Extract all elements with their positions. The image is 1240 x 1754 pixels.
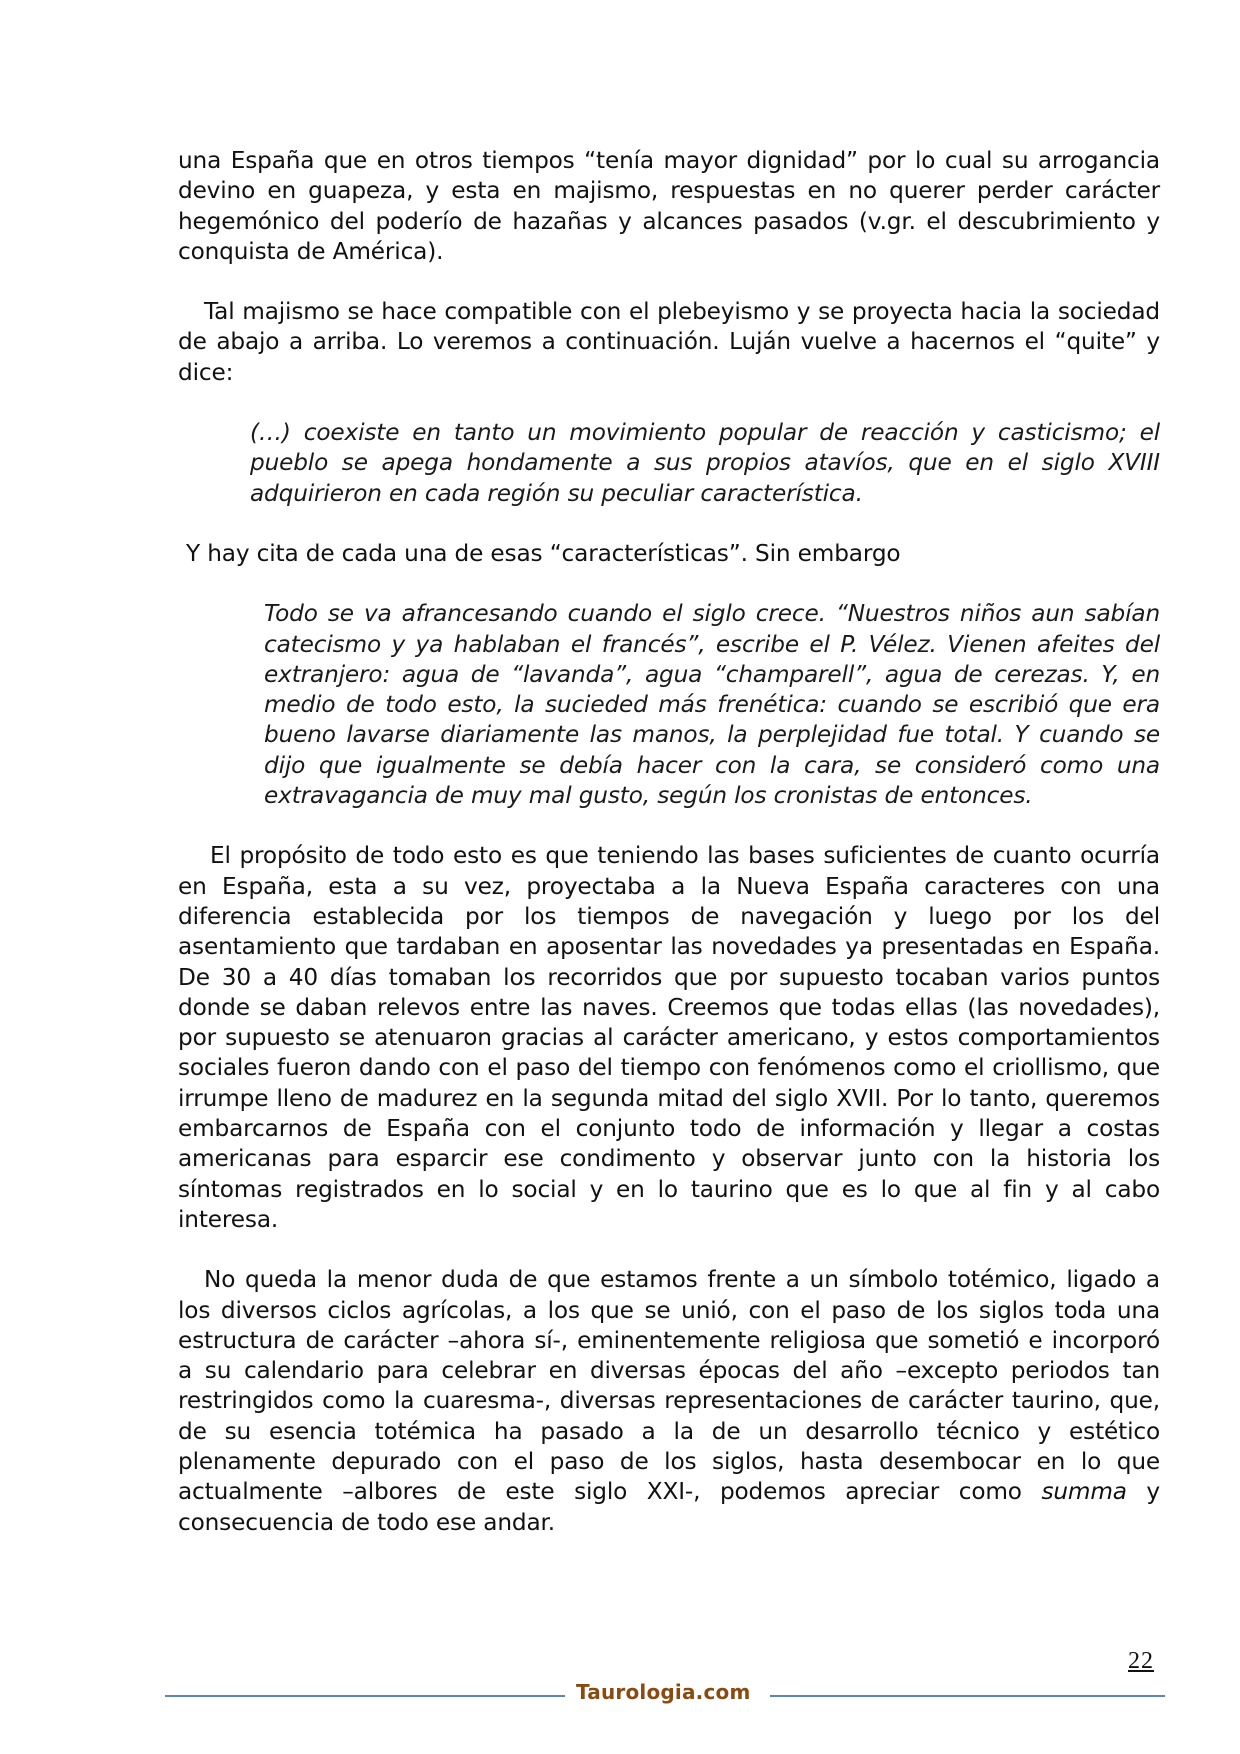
paragraph-text: No queda la menor duda de que estamos frente a un símbolo totémico, ligado a los diversos ciclos agrícolas, a los que se unió, con el paso de los siglos toda una estructura de carácter –ahora sí-, eminentemente religiosa que sometió e incorporó a su calendario para celebrar en diversas épocas del año –excepto periodos tan restringidos como la cuaresma-, diversas representaciones de carácter taurino, que, de su esencia totémica ha pasado a la de un desarrollo técnico y estético plenamente depurado con el paso de los siglos, hasta desembocar en lo que actualmente –albores de este siglo XXI-, podemos apreciar como — [178, 1266, 1160, 1506]
body-paragraph: El propósito de todo esto es que teniendo las bases suficientes de cuanto ocurría en España, esta a su vez, proyectaba a la Nueva España caracteres con una diferencia establecida por los tiempos de navegación y luego por los del asentamiento que tardaban en aposentar las novedades ya presentadas en España. De 30 a 40 días tomaban los recorridos que por supuesto tocaban varios puntos donde se daban relevos entre las naves. Creemos que todas ellas (las novedades), por supuesto se atenuaron gracias al carácter americano, y estos comportamientos sociales fueron dando con el paso del tiempo con fenómenos como el criollismo, que irrumpe lleno de madurez en la segunda mitad del siglo XVII. Por lo tanto, queremos embarcarnos de España con el conjunto todo de información y llegar a costas americanas para esparcir ese condimento y observar junto con la historia los síntomas registrados en lo social y en lo taurino que es lo que al fin y al cabo interesa. — [178, 842, 1160, 1233]
body-paragraph: Y hay cita de cada una de esas “características”. Sin embargo — [186, 539, 901, 567]
paragraph-gap — [178, 267, 1160, 297]
paragraph-text: y consecuencia de todo ese andar. — [178, 1478, 1161, 1536]
footer-rule-right — [770, 1695, 1165, 1697]
block-quote: Todo se va afrancesando cuando el siglo crece. “Nuestros niños aun sabían catecismo y ya hablaban el francés”, escribe el P. Vélez. Vienen afeites del extranjero: agua de “lavanda”, agua “champarell”, agua de cerezas. Y, en medio de todo esto, la sucieded más frenética: cuando se escribió que era bueno lavarse diariamente las manos, la perplejidad fue total. Y cuando se dijo que igualmente se debía hacer con la cara, se consideró como una extravagancia de muy mal gusto, según los cronistas de entonces. — [264, 600, 1160, 810]
page-number: 22 — [1128, 1648, 1154, 1674]
footer-rule-left — [165, 1695, 565, 1697]
block-quote: (…) coexiste en tanto un movimiento popular de reacción y casticismo; el pueblo se apega hondamente a sus propios atavíos, que en el siglo XVIII adquirieron en cada región su peculiar característica. — [250, 419, 1160, 507]
body-paragraph: Tal majismo se hace compatible con el plebeyismo y se proyecta hacia la sociedad de abajo a arriba. Lo veremos a continuación. Luján vuelve a hacernos el “quite” y dice: — [178, 298, 1160, 386]
body-paragraph: una España que en otros tiempos “tenía mayor dignidad” por lo cual su arrogancia devino en guapeza, y esta en majismo, respuestas en no querer perder carácter hegemónico del poderío de hazañas y alcances pasados (v.gr. el descubrimiento y conquista de América). — [178, 147, 1160, 265]
document-page — [178, 146, 1160, 1538]
body-paragraph — [178, 1265, 1160, 1538]
footer-brand: Taurologia.com — [576, 1680, 751, 1704]
paragraph-gap — [178, 811, 1160, 841]
emphasized-term: summa — [1041, 1478, 1127, 1506]
paragraph-gap — [178, 388, 1160, 418]
paragraph-gap — [178, 1235, 1160, 1265]
paragraph-gap — [178, 569, 1160, 599]
paragraph-gap — [178, 509, 1160, 539]
